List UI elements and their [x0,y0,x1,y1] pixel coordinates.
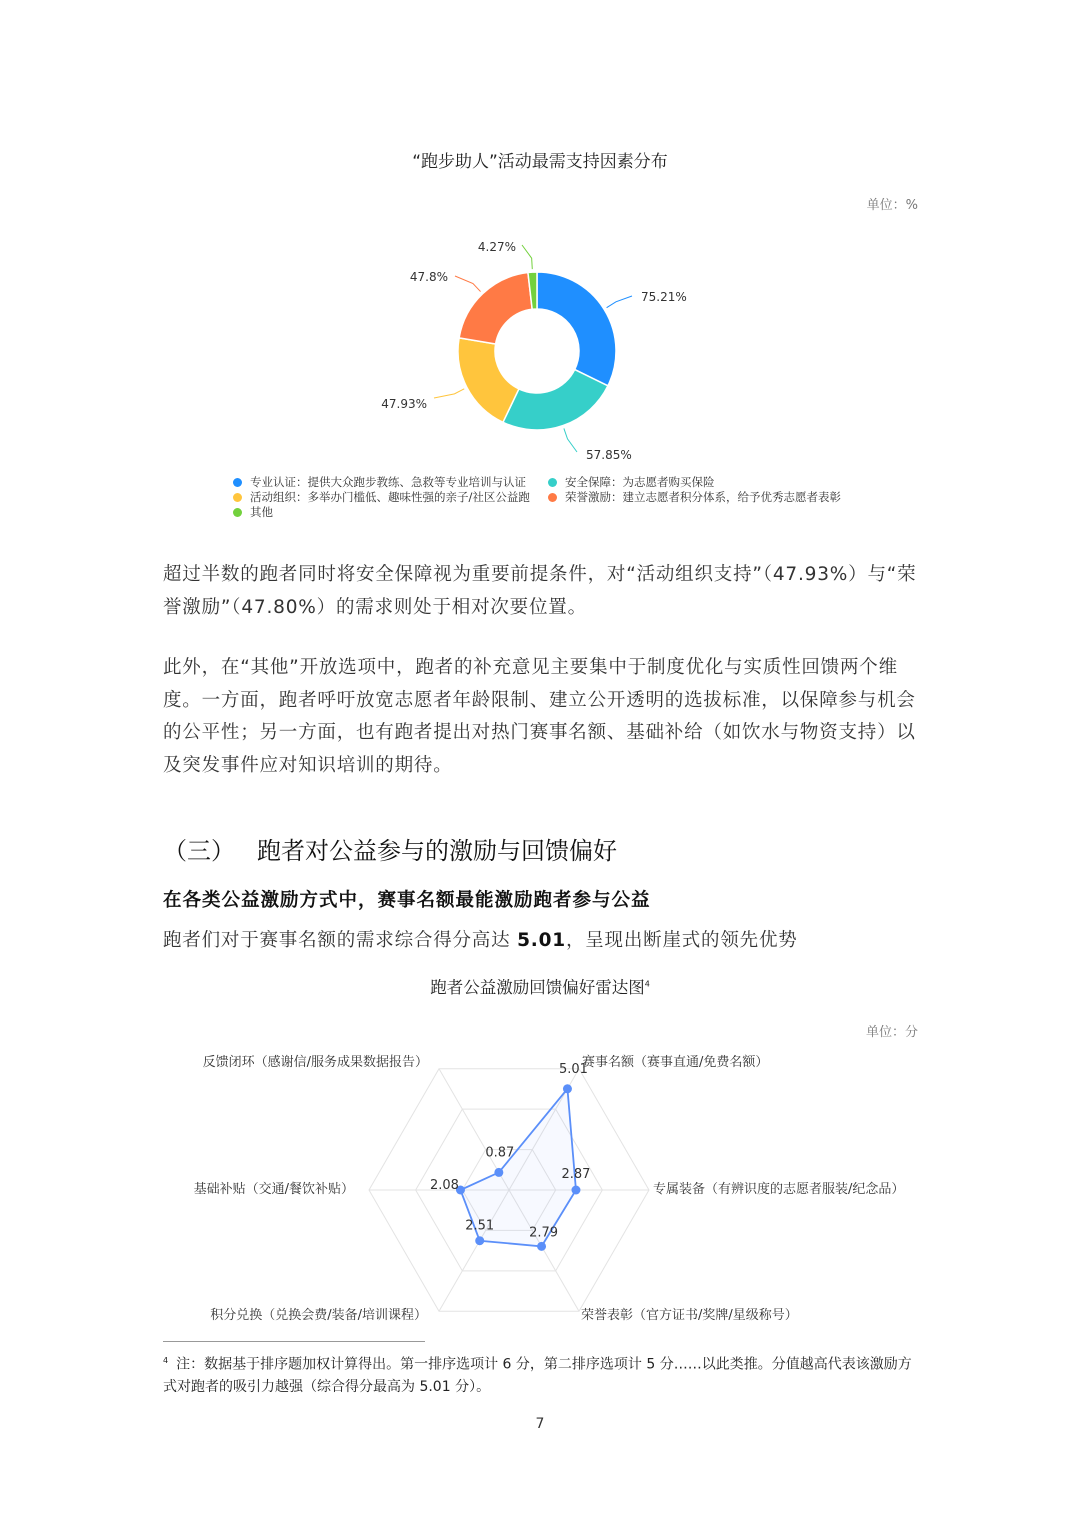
donut-value-label: 57.85% [586,448,632,462]
legend-label: 安全保障：为志愿者购买保险 [565,475,715,489]
paragraph-safety-priority: 超过半数的跑者同时将安全保障视为重要前提条件，对“活动组织支持”（47.93%）与“荣誉激励”（47.80%）的需求则处于相对次要位置。 [163,564,917,618]
key-finding-heading: 在各类公益激励方式中，赛事名额最能激励跑者参与公益 [163,890,651,911]
summary-line [163,926,798,952]
donut-value-label: 4.27% [477,240,516,254]
radar-chart-unit: 单位：分 [865,1025,918,1040]
legend-item-activity [233,489,530,505]
footnote-ref: 4 [644,979,650,989]
donut-value-label: 47.8% [409,270,448,284]
paragraph-other-options: 此外，在“其他”开放选项中，跑者的补充意见主要集中于制度优化与实质性回馈两个维度。一方面，跑者呼吁放宽志愿者年龄限制、建立公开透明的选拔标准，以保障参与机会的公平性；另一方面，也有跑者提出对热门赛事名额、基础补给（如饮水与物资支持）以及突发事件应对知识培训的期待。 [163,657,916,776]
radar-value-label: 5.01 [558,1061,588,1077]
radar-axis-label: 赛事名额（赛事直通/免费名额） [582,1055,769,1070]
donut-value-label: 47.93% [381,397,427,411]
legend-item-safety [548,474,715,490]
radar-point-1 [563,1084,572,1093]
legend-label: 其他 [250,505,273,519]
summary-prefix: 跑者们对于赛事名额的需求综合得分高达 [163,930,518,951]
summary-value: 5.01 [517,930,566,951]
radar-value-label: 2.08 [429,1178,459,1193]
donut-slice-1 [537,272,616,386]
donut-leader-line [607,296,632,308]
footnote-divider [163,1341,425,1342]
legend-dot-icon [233,493,242,502]
donut-slice-2 [503,370,608,430]
legend-label: 活动组织：多举办门槛低、趣味性强的亲子/社区公益跑 [250,490,530,504]
radar-title-text: 跑者公益激励回馈偏好雷达图 [430,978,645,997]
radar-value-label: 2.87 [561,1167,591,1182]
donut-chart-title: “跑步助人”活动最需支持因素分布 [412,152,668,172]
radar-point-3 [537,1242,546,1251]
legend-dot-icon [548,493,557,502]
donut-leader-line [522,245,532,269]
radar-point-4 [475,1236,484,1245]
legend-label: 专业认证：提供大众跑步教练、急救等专业培训与认证 [250,475,526,489]
donut-chart-unit: 单位：% [866,198,918,213]
section-heading [163,831,617,866]
radar-point-6 [494,1168,503,1177]
legend-item-professional [233,474,526,490]
donut-slice-3 [458,338,519,422]
radar-axis-label: 积分兑换（兑换会费/装备/培训课程） [210,1308,427,1323]
legend-dot-icon [233,508,242,517]
radar-axis-label: 基础补贴（交通/餐饮补贴） [193,1182,354,1197]
radar-value-label: 2.79 [529,1225,559,1241]
legend-dot-icon [233,478,242,487]
legend-item-honor [548,489,841,505]
donut-leader-line [434,389,464,398]
radar-chart-title [0,974,1080,998]
radar-axis-label: 荣誉表彰（官方证书/奖牌/星级称号） [581,1308,798,1323]
footnote-marker: 4 [163,1356,169,1365]
legend-dot-icon [548,478,557,487]
section-title: 跑者对公益参与的激励与回馈偏好 [257,837,617,865]
section-number: （三） [163,837,235,865]
donut-slice-4 [459,273,532,344]
donut-leader-line [455,276,481,292]
donut-leader-line [564,428,577,452]
page-number: 7 [535,1416,545,1432]
legend-label: 荣誉激励：建立志愿者积分体系，给予优秀志愿者表彰 [565,490,841,504]
radar-value-label: 0.87 [485,1145,515,1161]
donut-chart [0,0,1080,540]
radar-axis-label: 反馈闭环（感谢信/服务成果数据报告） [202,1055,428,1070]
footnote-text: 注：数据基于排序题加权计算得出。第一排序选项计 6 分，第二排序选项计 5 分……以此类推。分值越高代表该激励方式对跑者的吸引力越强（综合得分最高为 5.01 分）。 [163,1356,912,1395]
radar-axis-label: 专属装备（有辨识度的志愿者服装/纪念品） [653,1182,905,1197]
radar-value-label: 2.51 [465,1218,495,1234]
legend-item-other [233,504,273,520]
donut-value-label: 75.21% [641,290,687,304]
footnote [163,1350,923,1398]
radar-chart [0,1040,1080,1335]
summary-suffix: ，呈现出断崖式的领先优势 [565,930,798,951]
radar-point-2 [571,1186,580,1195]
